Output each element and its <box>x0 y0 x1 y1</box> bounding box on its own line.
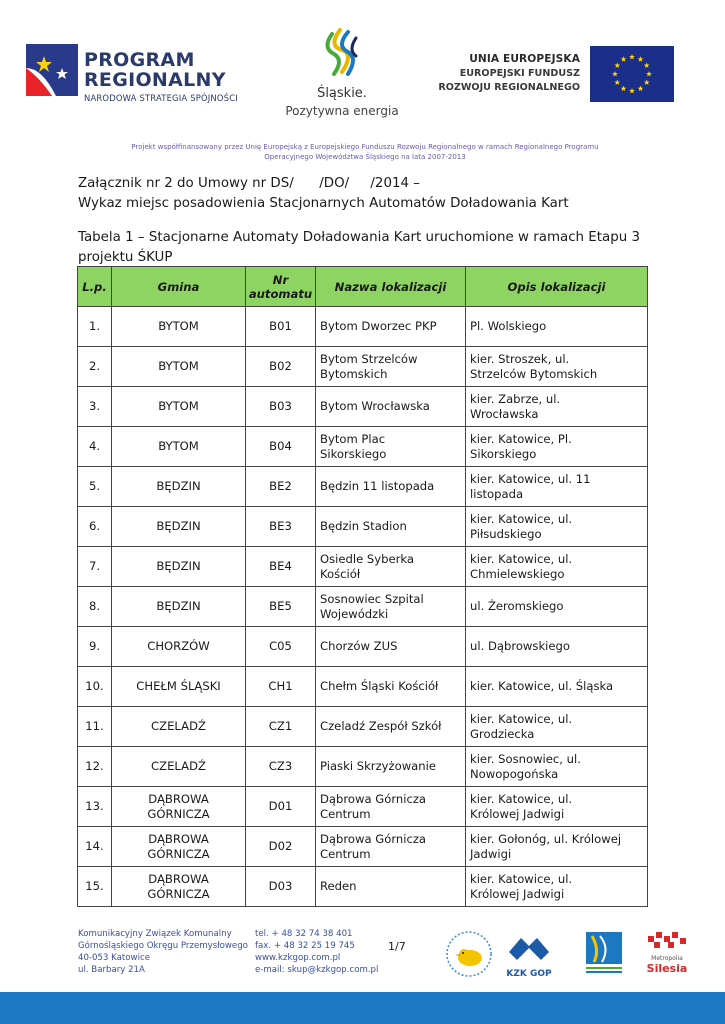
cell-nazwa-line: Kościół <box>320 566 361 581</box>
cell-gmina <box>112 707 246 747</box>
cell-nazwa-line: Wojewódzki <box>320 606 389 621</box>
cell-gmina-line: DĄBROWA <box>148 871 209 886</box>
metropolia-silesia-logo-icon <box>642 930 692 978</box>
document-title-line1: Załącznik nr 2 do Umowy nr DS/ /DO/ /2014 – <box>78 176 420 191</box>
cell-lp: 9. <box>78 627 112 667</box>
eu-line3: ROZWOJU REGIONALNEGO <box>438 82 580 93</box>
footer-fax: fax. + 48 32 25 19 745 <box>255 941 355 951</box>
cell-opis-line: kier. Katowice, ul. <box>470 511 573 526</box>
eu-star-icon <box>644 63 650 68</box>
cell-opis-line: Wrocławska <box>470 406 539 421</box>
program-regionalny-logo <box>22 38 267 108</box>
cell-opis-line: kier. Zabrze, ul. <box>470 391 561 406</box>
cell-lp: 2. <box>78 347 112 387</box>
cell-nazwa-line: Chorzów ZUS <box>320 639 398 653</box>
cell-gmina <box>112 587 246 627</box>
cell-nr: BE5 <box>246 587 316 627</box>
cofinance-line1: Projekt współfinansowany przez Unię Europejską z Europejskiego Funduszu Rozwoju Regionalnego w ramach Regionalnego Programu <box>131 143 599 151</box>
cell-lp: 14. <box>78 827 112 867</box>
cell-opis-line: Królowej Jadwigi <box>470 806 565 821</box>
cell-gmina <box>112 547 246 587</box>
cell-gmina-line: GÓRNICZA <box>147 886 210 901</box>
table-row <box>78 307 648 347</box>
cell-opis-line: ul. Żeromskiego <box>470 599 564 613</box>
cell-nazwa-line: Bytom Plac <box>320 431 386 446</box>
eu-stars-icon <box>590 46 674 102</box>
cell-nr: C05 <box>246 627 316 667</box>
table-row <box>78 747 648 787</box>
table-row <box>78 387 648 427</box>
eu-star-icon <box>614 63 620 68</box>
cell-gmina <box>112 667 246 707</box>
eu-star-icon <box>638 86 644 91</box>
cell-nr: CZ1 <box>246 707 316 747</box>
cell-gmina <box>112 427 246 467</box>
cell-opis <box>466 507 648 547</box>
footer-address <box>78 928 248 976</box>
slaskie-swoosh-icon <box>314 28 366 78</box>
footer-org-line4: ul. Barbary 21A <box>78 965 145 975</box>
cell-opis <box>466 347 648 387</box>
cell-opis <box>466 707 648 747</box>
table-row <box>78 627 648 667</box>
slaskie-slogan: Pozytywna energia <box>285 104 399 118</box>
cell-gmina <box>112 467 246 507</box>
header-nr-line2: automatu <box>248 286 313 301</box>
cell-nazwa <box>316 707 466 747</box>
eu-star-icon <box>629 54 635 59</box>
cell-lp: 8. <box>78 587 112 627</box>
page-header <box>0 0 725 161</box>
kzk-gop-caption: KZK GOP <box>506 969 552 979</box>
cell-lp: 13. <box>78 787 112 827</box>
eu-fund-label <box>430 52 580 95</box>
header-opis: Opis lokalizacji <box>466 267 648 307</box>
cell-nazwa-line: Sikorskiego <box>320 446 387 461</box>
cell-gmina <box>112 747 246 787</box>
cell-gmina <box>112 387 246 427</box>
cell-gmina-line: CZELADŹ <box>151 759 206 773</box>
cell-nr: B01 <box>246 307 316 347</box>
cell-opis <box>466 467 648 507</box>
footer-org-line1: Komunikacyjny Związek Komunalny <box>78 929 232 939</box>
cell-opis-line: kier. Katowice, ul. <box>470 711 573 726</box>
cell-opis <box>466 827 648 867</box>
cell-nazwa-line: Dąbrowa Górnicza <box>320 791 427 806</box>
cell-opis-line: Sikorskiego <box>470 446 537 461</box>
cell-gmina-line: CHEŁM ŚLĄSKI <box>136 679 221 693</box>
cell-nazwa <box>316 627 466 667</box>
cell-nazwa <box>316 667 466 707</box>
cell-nr: D02 <box>246 827 316 867</box>
cell-opis-line: Nowopogońska <box>470 766 559 781</box>
cell-nazwa-line: Bytom Strzelców <box>320 351 418 366</box>
cell-opis <box>466 667 648 707</box>
cell-lp: 4. <box>78 427 112 467</box>
table-row <box>78 667 648 707</box>
document-title <box>78 174 678 214</box>
cell-nr: BE3 <box>246 507 316 547</box>
cell-lp: 6. <box>78 507 112 547</box>
cell-opis <box>466 747 648 787</box>
cell-gmina <box>112 787 246 827</box>
table-row <box>78 347 648 387</box>
cell-opis-line: kier. Katowice, ul. <box>470 551 573 566</box>
header-nr-line1: Nr <box>272 272 289 287</box>
cell-opis-line: ul. Dąbrowskiego <box>470 639 570 653</box>
cell-gmina <box>112 347 246 387</box>
header-nr-automatu <box>246 267 316 307</box>
cell-lp: 15. <box>78 867 112 907</box>
cell-gmina <box>112 307 246 347</box>
cell-gmina <box>112 867 246 907</box>
cell-opis <box>466 787 648 827</box>
table-row <box>78 467 648 507</box>
cell-gmina-line: DĄBROWA <box>148 791 209 806</box>
footer-org-line3: 40-053 Katowice <box>78 953 150 963</box>
cell-opis-line: kier. Katowice, ul. <box>470 871 573 886</box>
cell-nr: D03 <box>246 867 316 907</box>
eu-star-icon <box>612 71 618 76</box>
cell-lp: 1. <box>78 307 112 347</box>
cell-lp: 5. <box>78 467 112 507</box>
cell-nr: CH1 <box>246 667 316 707</box>
cell-gmina-line: CZELADŹ <box>151 719 206 733</box>
cell-nr: B04 <box>246 427 316 467</box>
footer-email-link[interactable]: e-mail: skup@kzkgop.com.pl <box>255 965 379 975</box>
cofinance-line2: Operacyjnego Województwa Śląskiego na lata 2007-2013 <box>264 153 466 161</box>
cell-opis <box>466 867 648 907</box>
page-number: 1/7 <box>388 940 406 953</box>
cofinance-note <box>60 142 670 162</box>
cell-gmina-line: BĘDZIN <box>156 519 201 533</box>
cell-nazwa-line: Bytom Wrocławska <box>320 399 430 413</box>
cell-opis-line: Grodziecka <box>470 726 535 741</box>
cell-nazwa-line: Chełm Śląski Kościół <box>320 679 439 693</box>
cell-nazwa-line: Sosnowiec Szpital <box>320 591 424 606</box>
metropolia-caption: Silesia <box>646 962 688 975</box>
cell-gmina <box>112 827 246 867</box>
table-body <box>78 307 648 907</box>
cell-opis-line: kier. Katowice, Pl. <box>470 431 572 446</box>
cell-nazwa <box>316 587 466 627</box>
cell-opis-line: Chmielewskiego <box>470 566 565 581</box>
cell-nr: B03 <box>246 387 316 427</box>
program-title-line1: PROGRAM <box>84 49 195 71</box>
table-row <box>78 547 648 587</box>
cell-nr: B02 <box>246 347 316 387</box>
cell-opis-line: Strzelców Bytomskich <box>470 366 598 381</box>
cell-lp: 12. <box>78 747 112 787</box>
cell-nazwa <box>316 507 466 547</box>
footer-color-bar <box>0 992 725 1024</box>
cell-opis-line: listopada <box>470 486 524 501</box>
cell-opis <box>466 627 648 667</box>
locations-table <box>77 266 648 907</box>
cell-nazwa-line: Piaski Skrzyżowanie <box>320 759 436 773</box>
cell-lp: 3. <box>78 387 112 427</box>
cell-nazwa <box>316 547 466 587</box>
cell-nazwa-line: Dąbrowa Górnicza <box>320 831 427 846</box>
cell-gmina-line: BĘDZIN <box>156 599 201 613</box>
eu-star-icon <box>629 88 635 93</box>
table-row <box>78 427 648 467</box>
cell-nr: BE4 <box>246 547 316 587</box>
cell-nazwa-line: Czeladź Zespół Szkół <box>320 719 442 733</box>
cell-opis <box>466 587 648 627</box>
cell-lp: 11. <box>78 707 112 747</box>
skup-card-logo-icon <box>440 928 498 980</box>
eu-flag-icon <box>590 46 674 102</box>
cell-opis <box>466 307 648 347</box>
cell-opis-line: kier. Katowice, ul. <box>470 791 573 806</box>
eu-line2: EUROPEJSKI FUNDUSZ <box>459 68 580 79</box>
cell-gmina-line: GÓRNICZA <box>147 806 210 821</box>
table-row <box>78 787 648 827</box>
cell-nr: D01 <box>246 787 316 827</box>
metropolia-caption-small: Metropolia <box>651 955 683 962</box>
cell-gmina <box>112 627 246 667</box>
cell-opis-line: Pl. Wolskiego <box>470 319 547 333</box>
cell-opis-line: kier. Katowice, ul. 11 <box>470 471 591 486</box>
slaskie-logo <box>282 28 402 123</box>
cell-nazwa-line: Będzin Stadion <box>320 519 407 533</box>
header-gmina: Gmina <box>112 267 246 307</box>
cell-nazwa-line: Centrum <box>320 846 371 861</box>
cell-nazwa <box>316 307 466 347</box>
cell-gmina-line: DĄBROWA <box>148 831 209 846</box>
footer-tel: tel. + 48 32 74 38 401 <box>255 929 353 939</box>
table-row <box>78 587 648 627</box>
table-header-row <box>78 267 648 307</box>
table-row <box>78 507 648 547</box>
kzk-gop-logo-icon <box>505 930 553 980</box>
slaskie-badge-logo-icon <box>584 930 624 976</box>
cell-nazwa <box>316 787 466 827</box>
program-subtitle: NARODOWA STRATEGIA SPÓJNOŚCI <box>84 93 238 103</box>
eu-star-icon <box>644 80 650 85</box>
slaskie-name: Śląskie. <box>317 86 367 101</box>
eu-star-icon <box>621 56 627 61</box>
table-caption <box>78 228 678 268</box>
cell-nazwa <box>316 347 466 387</box>
cell-nazwa <box>316 827 466 867</box>
cell-nazwa <box>316 387 466 427</box>
cell-nazwa-line: Bytom Dworzec PKP <box>320 319 437 333</box>
cell-gmina-line: GÓRNICZA <box>147 846 210 861</box>
table-row <box>78 707 648 747</box>
cell-opis-line: Królowej Jadwigi <box>470 886 565 901</box>
cell-opis <box>466 387 648 427</box>
cell-nazwa <box>316 867 466 907</box>
cell-opis-line: Piłsudskiego <box>470 526 542 541</box>
table-caption-line2: projektu ŚKUP <box>78 250 173 265</box>
cell-nazwa <box>316 427 466 467</box>
table-row <box>78 827 648 867</box>
header-lp: L.p. <box>78 267 112 307</box>
cell-opis-line: kier. Stroszek, ul. <box>470 351 570 366</box>
program-title <box>84 50 226 90</box>
program-regionalny-flag-icon <box>22 38 82 102</box>
footer-org-line2: Górnośląskiego Okręgu Przemysłowego <box>78 941 248 951</box>
program-title-line2: REGIONALNY <box>84 69 226 91</box>
cell-nr: CZ3 <box>246 747 316 787</box>
cell-gmina <box>112 507 246 547</box>
document-title-line2: Wykaz miejsc posadowienia Stacjonarnych Automatów Doładowania Kart <box>78 196 569 211</box>
cell-nr: BE2 <box>246 467 316 507</box>
cell-gmina-line: BYTOM <box>158 359 199 373</box>
eu-star-icon <box>638 56 644 61</box>
cell-gmina-line: BYTOM <box>158 439 199 453</box>
cell-nazwa-line: Reden <box>320 879 357 893</box>
cell-nazwa-line: Bytomskich <box>320 366 388 381</box>
cell-gmina-line: BĘDZIN <box>156 559 201 573</box>
eu-star-icon <box>646 71 652 76</box>
table-caption-line1: Tabela 1 – Stacjonarne Automaty Doładowania Kart uruchomione w ramach Etapu 3 <box>78 230 640 245</box>
cell-lp: 7. <box>78 547 112 587</box>
footer-www-link[interactable]: www.kzkgop.com.pl <box>255 953 341 963</box>
cell-gmina-line: CHORZÓW <box>147 639 210 653</box>
cell-opis <box>466 427 648 467</box>
header-nazwa: Nazwa lokalizacji <box>316 267 466 307</box>
cell-gmina-line: BYTOM <box>158 399 199 413</box>
cell-nazwa-line: Osiedle Syberka <box>320 551 415 566</box>
cell-gmina-line: BĘDZIN <box>156 479 201 493</box>
cell-nazwa <box>316 467 466 507</box>
eu-star-icon <box>621 86 627 91</box>
cell-opis-line: kier. Gołonóg, ul. Królowej <box>470 831 622 846</box>
cell-opis-line: kier. Sosnowiec, ul. <box>470 751 581 766</box>
cell-nazwa-line: Będzin 11 listopada <box>320 479 435 493</box>
footer-contact <box>255 928 378 976</box>
eu-star-icon <box>614 80 620 85</box>
cell-nazwa <box>316 747 466 787</box>
table-row <box>78 867 648 907</box>
cell-opis-line: Jadwigi <box>470 846 512 861</box>
cell-lp: 10. <box>78 667 112 707</box>
cell-opis-line: kier. Katowice, ul. Śląska <box>470 679 614 693</box>
eu-line1: UNIA EUROPEJSKA <box>469 53 580 65</box>
cell-opis <box>466 547 648 587</box>
cell-gmina-line: BYTOM <box>158 319 199 333</box>
cell-nazwa-line: Centrum <box>320 806 371 821</box>
